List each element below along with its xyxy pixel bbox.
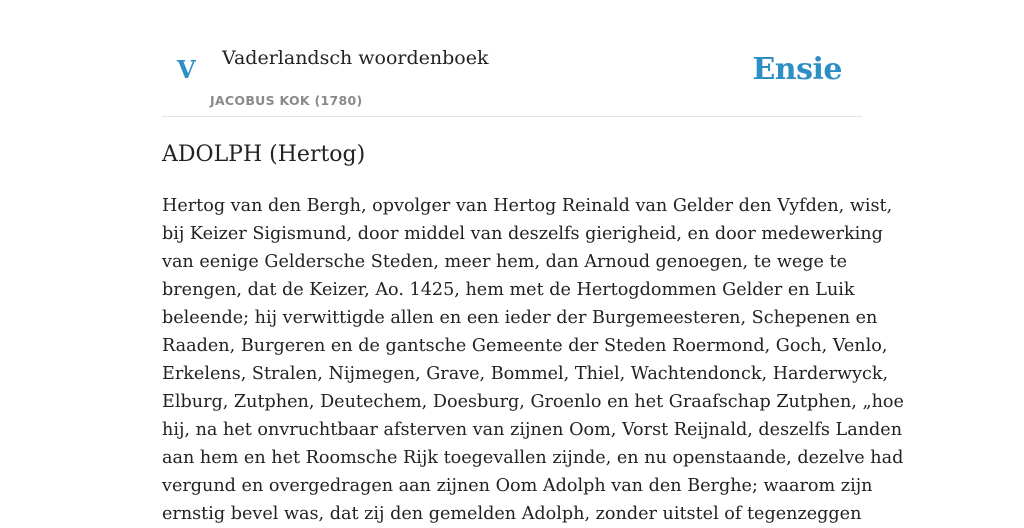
book-header [162,0,862,117]
book-title-link[interactable]: Vaderlandsch woordenboek [222,47,489,69]
article-line: aan hem en het Roomsche Rijk toegevallen zijnde, en nu openstaande, dezelve had [162,448,904,468]
article-line: Elburg, Zutphen, Deutechem, Doesburg, Groenlo en het Graafschap Zutphen, „hoe [162,392,904,412]
article-line: hij, na het onvruchtbaar afsterven van zijnen Oom, Vorst Reijnald, deszelfs Landen [162,420,903,440]
article-line: bij Keizer Sigismund, door middel van deszelfs gierigheid, en door medewerking [162,224,883,244]
book-author: JACOBUS KOK (1780) [210,93,363,108]
article-line: Erkelens, Stralen, Nijmegen, Grave, Bommel, Thiel, Wachtendonck, Harderwyck, [162,364,889,384]
article-line: van eenige Geldersche Steden, meer hem, dan Arnoud genoegen, te wege te [162,252,848,272]
article-line: vergund en overgedragen aan zijnen Oom Adolph van den Berghe; waarom zijn [162,476,873,496]
article-line: Hertog van den Bergh, opvolger van Hertog Reinald van Gelder den Vyfden, wist, [162,196,893,216]
article-title: ADOLPH (Hertog) [162,142,366,167]
article-body [162,192,904,528]
book-letter-link[interactable]: V [177,55,196,84]
article-line: beleende; hij verwittigde allen en een ieder der Burgemeesteren, Schepenen en [162,308,878,328]
article-line: ernstig bevel was, dat zij den gemelden Adolph, zonder uitstel of tegenzeggen [162,504,862,524]
ensie-logo-link[interactable]: Ensie [752,52,842,87]
article-line: Raaden, Burgeren en de gantsche Gemeente der Steden Roermond, Goch, Venlo, [162,336,888,356]
article-line: brengen, dat de Keizer, Ao. 1425, hem met de Hertogdommen Gelder en Luik [162,280,855,300]
